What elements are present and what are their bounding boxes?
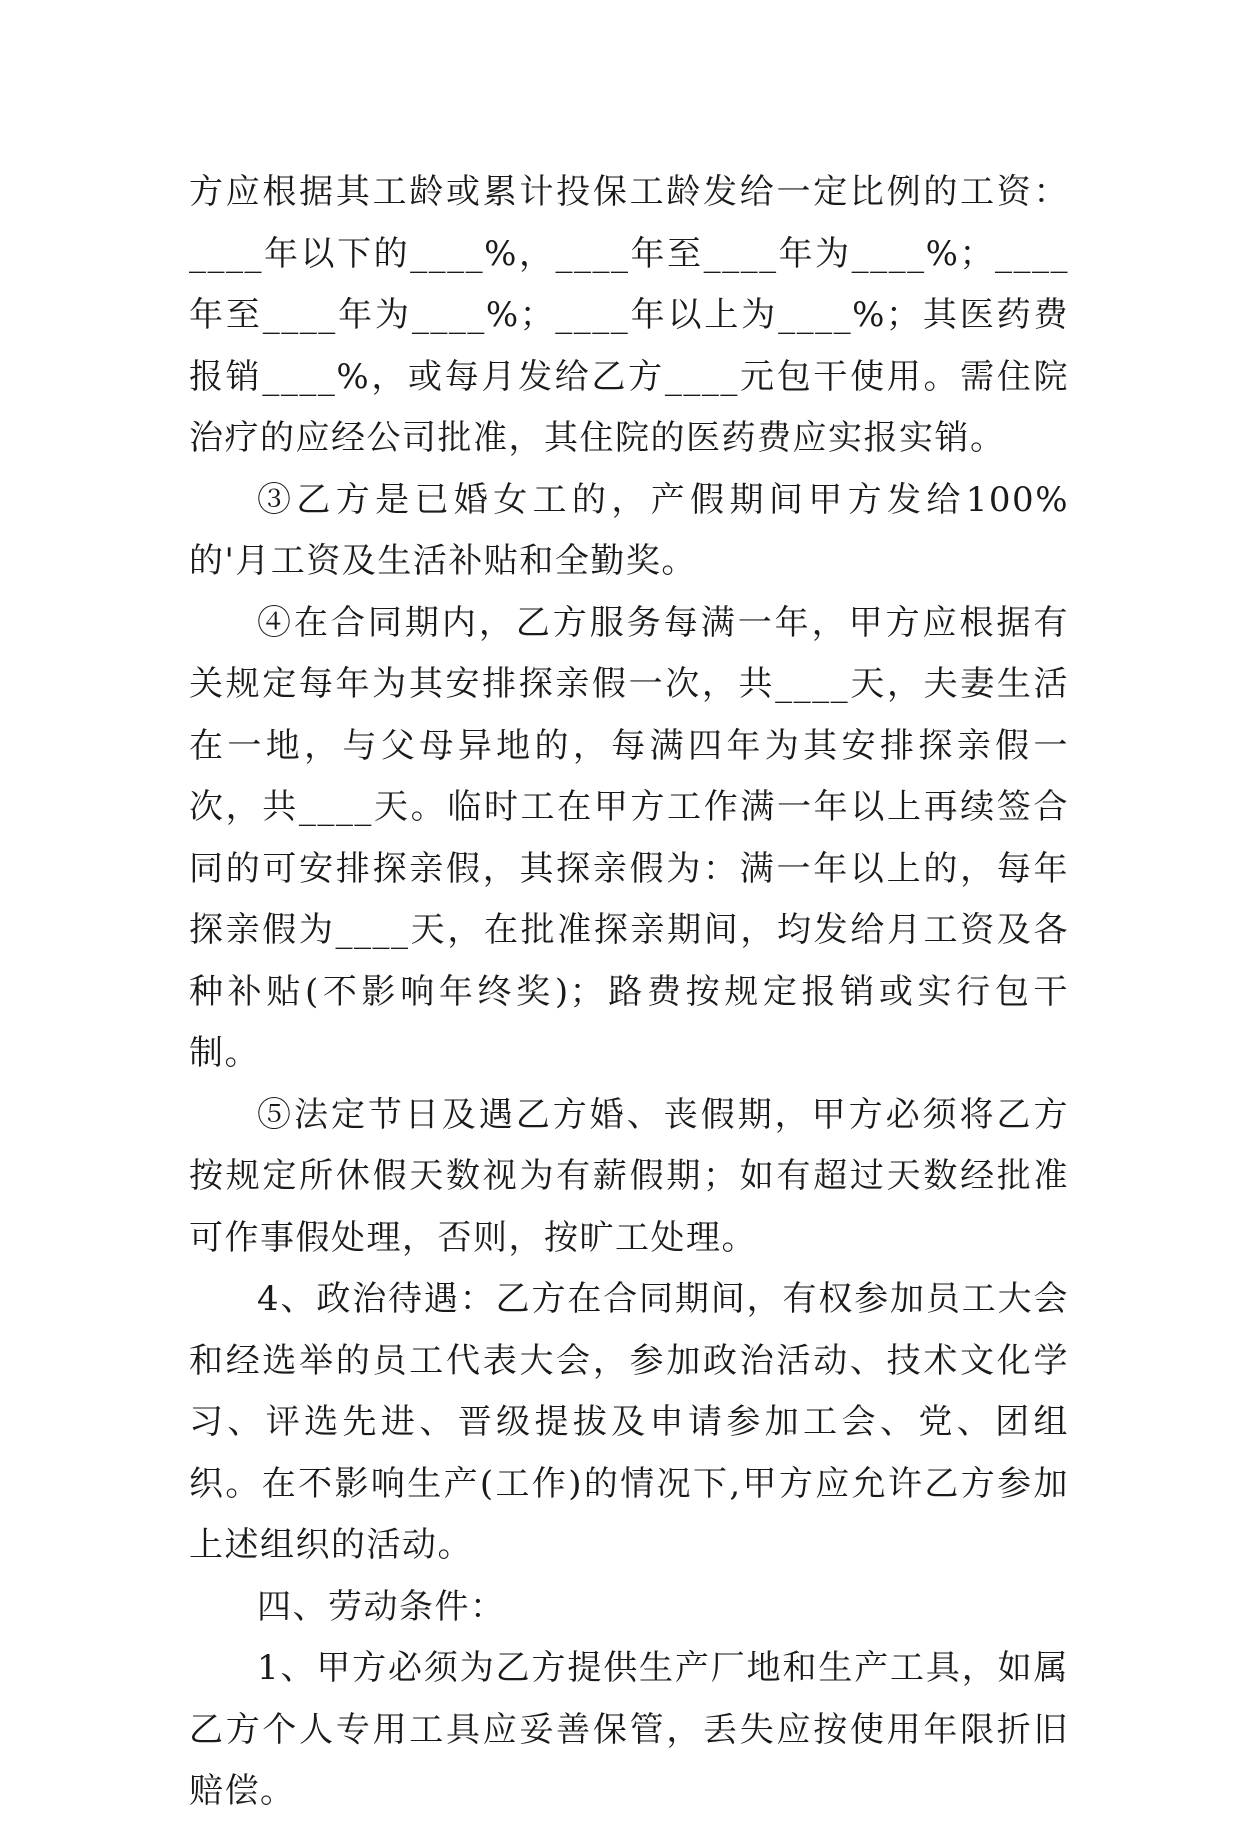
section-heading-working-conditions: 四、劳动条件： — [257, 1586, 506, 1627]
paragraph-tools-provision: 1、甲方必须为乙方提供生产厂地和生产工具，如属乙方个人专用工具应妥善保管，丢失应按使用年限折旧赔偿。 — [189, 1648, 1069, 1811]
paragraph-maternity-leave: ③乙方是已婚女工的，产假期间甲方发给100%的'月工资及生活补贴和全勤奖。 — [189, 479, 1069, 581]
paragraph-holidays: ⑤法定节日及遇乙方婚、丧假期，甲方必须将乙方按规定所休假天数视为有薪假期；如有超过天数经批准可作事假处理，否则，按旷工处理。 — [189, 1094, 1069, 1258]
paragraph-continued-wages: 方应根据其工龄或累计投保工龄发给一定比例的工资：____年以下的____%，____年至____年为____%；____年至____年为____%；____年以上为____%；其医药费报销____%，或每月发给乙方____元包干使用。需住院治疗的应经公司批准，其住院的医药费应实报实销。 — [189, 172, 1069, 458]
document-body — [189, 162, 1069, 1823]
paragraph-political-treatment: 4、政治待遇：乙方在合同期间，有权参加员工大会和经选举的员工代表大会，参加政治活动、技术文化学习、评选先进、晋级提拔及申请参加工会、党、团组织。在不影响生产(工作)的情况下,甲方应允许乙方参加上述组织的活动。 — [189, 1279, 1069, 1565]
paragraph-family-visit-leave: ④在合同期内，乙方服务每满一年，甲方应根据有关规定每年为其安排探亲假一次，共____天，夫妻生活在一地，与父母异地的，每满四年为其安排探亲假一次，共____天。临时工在甲方工作满一年以上再续签合同的可安排探亲假，其探亲假为：满一年以上的，每年探亲假为____天，在批准探亲期间，均发给月工资及各种补贴(不影响年终奖)；路费按规定报销或实行包干制。 — [189, 602, 1069, 1073]
